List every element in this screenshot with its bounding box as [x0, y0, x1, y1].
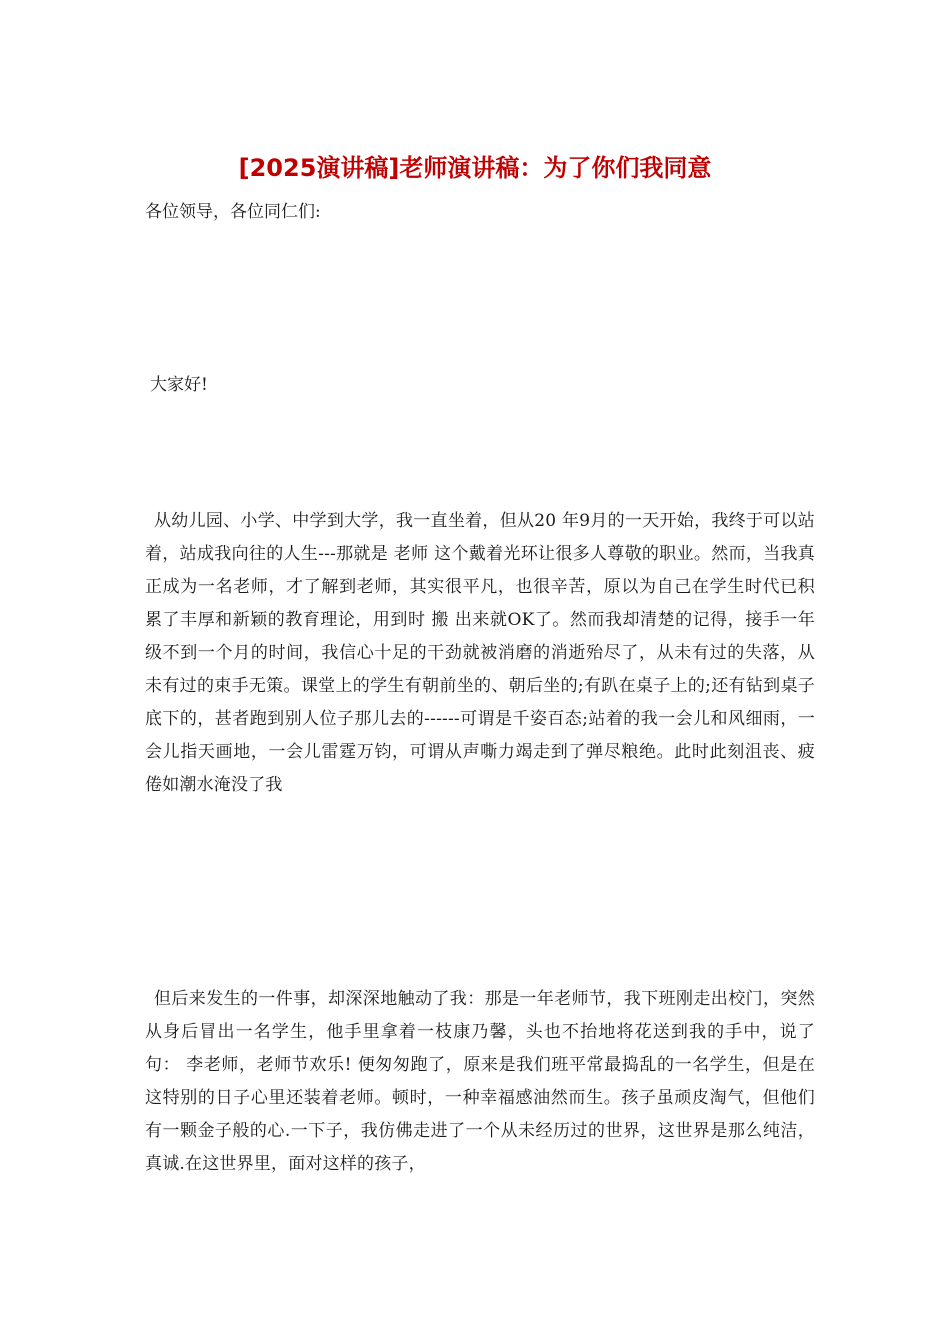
paragraph-2: 但后来发生的一件事，却深深地触动了我：那是一年老师节，我下班刚走出校门，突然从身后冒出一名学生，他手里拿着一枝康乃馨，头也不抬地将花送到我的手中，说了句： 李老师，老师节欢乐! 便匆匆跑了，原来是我们班平常最捣乱的一名学生，但是在这特别的日子心里还装着老师。顿时，一种幸福感油然而生。孩子虽顽皮淘气，但他们有一颗金子般的心.一下子，我仿佛走进了一个从未经历过的世界，这世界是那么纯洁，真诚.在这世界里，面对这样的孩子， [145, 989, 815, 1174]
greeting: 大家好! [150, 375, 208, 395]
salutation: 各位领导，各位同仁们: [145, 202, 321, 222]
paragraph-1: 从幼儿园、小学、中学到大学，我一直坐着，但从20 年9月的一天开始，我终于可以站着，站成我向往的人生---那就是 老师 这个戴着光环让很多人尊敬的职业。然而，当我真正成为一名老师，才了解到老师，其实很平凡，也很辛苦，原以为自己在学生时代已积累了丰厚和新颖的教育理论，用到时 搬 出来就OK了。然而我却清楚的记得，接手一年级不到一个月的时间，我信心十足的干劲就被消磨的消逝殆尽了，从未有过的失落，从未有过的束手无策。课堂上的学生有朝前坐的、朝后坐的;有趴在桌子上的;还有钻到桌子底下的，甚者跑到别人位子那儿去的------可谓是千姿百态;站着的我一会儿和风细雨，一会儿指天画地，一会儿雷霆万钧，可谓从声嘶力竭走到了弹尽粮绝。此时此刻沮丧、疲倦如潮水淹没了我 [145, 511, 815, 795]
document-title: [2025演讲稿]老师演讲稿：为了你们我同意 [238, 154, 712, 182]
